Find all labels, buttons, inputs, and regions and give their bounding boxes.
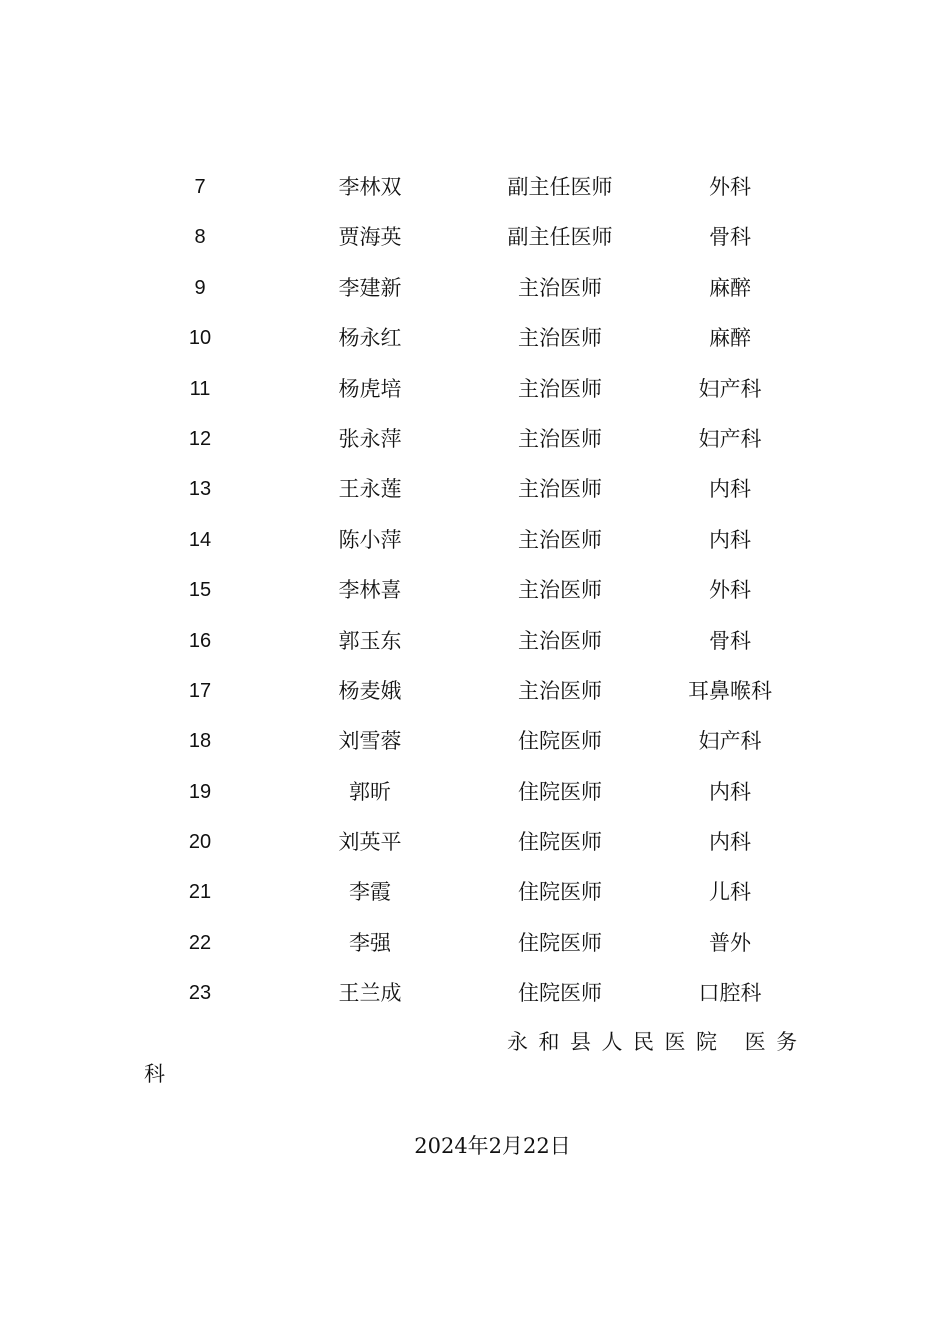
row-number: 17 [188, 679, 212, 702]
table-row [110, 767, 840, 817]
document-date: 2024年2月22日 [414, 1134, 571, 1158]
doctor-name: 张永萍 [338, 426, 402, 451]
professional-title: 住院医师 [518, 880, 602, 905]
doctor-name: 郭昕 [349, 779, 391, 804]
row-number: 20 [188, 831, 212, 854]
staff-table [110, 162, 840, 1019]
table-row [110, 918, 840, 968]
table-row [110, 968, 840, 1018]
doctor-name: 李建新 [338, 275, 402, 300]
department: 麻醉 [709, 275, 751, 300]
professional-title: 主治医师 [518, 326, 602, 351]
table-row [110, 666, 840, 716]
row-number: 8 [194, 226, 206, 249]
doctor-name: 李林双 [338, 175, 402, 199]
table-row [110, 867, 840, 917]
professional-title: 主治医师 [518, 426, 602, 451]
row-number: 23 [188, 982, 212, 1005]
row-number: 19 [188, 780, 212, 803]
doctor-name: 刘雪蓉 [338, 729, 402, 754]
professional-title: 主治医师 [518, 275, 602, 300]
doctor-name: 杨永红 [338, 326, 402, 351]
row-number: 16 [188, 629, 212, 652]
doctor-name: 李林喜 [338, 578, 402, 603]
table-row [110, 716, 840, 766]
row-number: 10 [188, 327, 212, 350]
department: 口腔科 [698, 981, 762, 1006]
professional-title: 副主任医师 [507, 225, 613, 250]
department: 内科 [709, 477, 751, 502]
row-number: 7 [194, 176, 206, 198]
row-number: 18 [188, 730, 212, 753]
row-number: 15 [188, 579, 212, 602]
table-row [110, 162, 840, 212]
professional-title: 住院医师 [518, 930, 602, 955]
doctor-name: 杨虎培 [338, 376, 402, 401]
department: 麻醉 [709, 326, 751, 351]
professional-title: 主治医师 [518, 578, 602, 603]
row-number: 11 [189, 377, 211, 400]
professional-title: 住院医师 [518, 981, 602, 1006]
department: 内科 [709, 527, 751, 552]
table-row [110, 364, 840, 414]
department: 耳鼻喉科 [688, 678, 772, 703]
professional-title: 住院医师 [518, 779, 602, 804]
table-row [110, 263, 840, 313]
department: 妇产科 [698, 376, 762, 401]
doctor-name: 陈小萍 [338, 527, 402, 552]
table-row [110, 616, 840, 666]
professional-title: 住院医师 [518, 729, 602, 754]
signature-organization: 永和县人民医院 医务 [507, 1030, 808, 1054]
professional-title: 副主任医师 [507, 175, 613, 199]
row-number: 14 [188, 528, 212, 551]
row-number: 21 [188, 881, 212, 904]
doctor-name: 杨麦娥 [338, 678, 402, 703]
doctor-name: 刘英平 [338, 830, 402, 855]
professional-title: 主治医师 [518, 678, 602, 703]
professional-title: 主治医师 [518, 477, 602, 502]
row-number: 9 [194, 276, 206, 299]
row-number: 12 [188, 427, 212, 450]
professional-title: 住院医师 [518, 830, 602, 855]
doctor-name: 贾海英 [338, 225, 402, 250]
table-row [110, 414, 840, 464]
table-row [110, 817, 840, 867]
doctor-name: 王兰成 [338, 981, 402, 1006]
table-row [110, 565, 840, 615]
department: 外科 [709, 175, 751, 199]
professional-title: 主治医师 [518, 527, 602, 552]
doctor-name: 李霞 [349, 880, 391, 905]
department: 骨科 [709, 628, 751, 653]
department: 骨科 [709, 225, 751, 250]
table-row [110, 212, 840, 262]
department: 内科 [709, 830, 751, 855]
department: 内科 [709, 779, 751, 804]
doctor-name: 郭玉东 [338, 628, 402, 653]
doctor-name: 王永莲 [338, 477, 402, 502]
table-row [110, 464, 840, 514]
professional-title: 主治医师 [518, 628, 602, 653]
table-row [110, 515, 840, 565]
department: 普外 [709, 930, 751, 955]
table-row [110, 313, 840, 363]
professional-title: 主治医师 [518, 376, 602, 401]
row-number: 13 [188, 478, 212, 501]
department: 儿科 [709, 880, 751, 905]
department: 外科 [709, 578, 751, 603]
department: 妇产科 [698, 426, 762, 451]
signature-organization-continued: 科 [144, 1062, 165, 1086]
row-number: 22 [188, 931, 212, 954]
doctor-name: 李强 [349, 930, 391, 955]
department: 妇产科 [698, 729, 762, 754]
